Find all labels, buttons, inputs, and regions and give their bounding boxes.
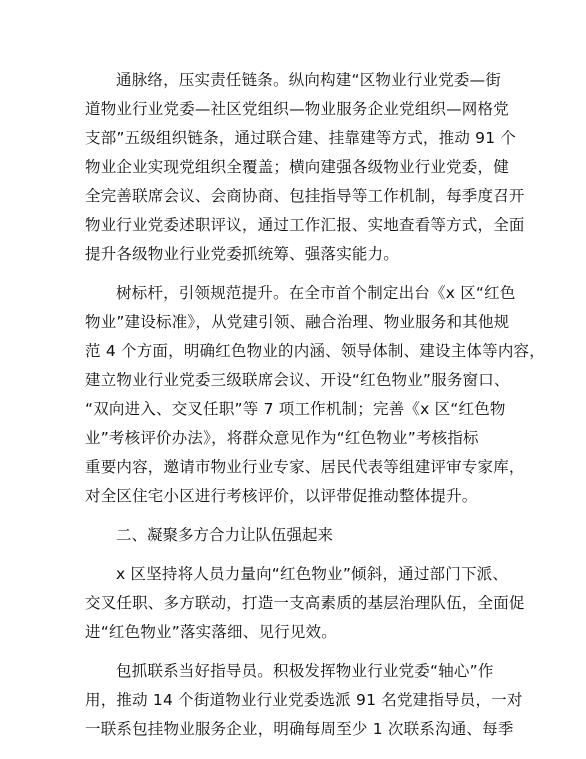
text-line: 支部”五级组织链条，通过联合建、挂靠建等方式，推动 91 个 [85, 129, 517, 147]
text-line: 通脉络，压实责任链条。纵向构建“区物业行业党委—街 [116, 71, 502, 89]
text-line: 重要内容，邀请市物业行业专家、居民代表等组建评审专家库， [85, 458, 525, 476]
paragraph-instructors [85, 657, 523, 744]
text-line: 对全区住宅小区进行考核评价，以评带促推动整体提升。 [85, 487, 478, 505]
section-heading: 二、凝聚多方合力让队伍强起来 [116, 526, 334, 544]
text-line: 交叉任职、多方联动，打造一支高素质的基层治理队伍，全面促 [85, 594, 525, 612]
text-line: 物业企业实现党组织全覆盖；横向建强各级物业行业党委，健 [85, 158, 509, 176]
text-line: 树标杆，引领规范提升。在全市首个制定出台《x 区“红色 [116, 284, 516, 302]
document-body [85, 66, 545, 754]
text-line: 物业行业党委述职评议，通过工作汇报、实地查看等方式，全面 [85, 216, 525, 234]
text-line: 进“红色物业”落实落细、见行见效。 [85, 623, 337, 641]
text-line: 用，推动 14 个街道物业行业党委选派 91 名党建指导员，一对 [85, 691, 523, 709]
text-line: 物业”建设标准》，从党建引领、融合治理、物业服务和其他规 [85, 313, 510, 331]
text-line: 范 4 个方面，明确红色物业的内涵、领导体制、建设主体等内容， [85, 342, 545, 360]
text-line: 一联系包挂物业服务企业，明确每周至少 1 次联系沟通、每季 [85, 720, 514, 738]
paragraph-benchmark-standards [85, 279, 545, 511]
paragraph-team-building [85, 560, 525, 647]
text-line: 包抓联系当好指导员。积极发挥物业行业党委“轴心”作 [116, 662, 494, 680]
text-line: “双向进入、交叉任职”等 7 项工作机制；完善《x 区“红色物 [85, 400, 506, 418]
text-line: x 区坚持将人员力量向“红色物业”倾斜，通过部门下派、 [116, 565, 509, 583]
text-line: 建立物业行业党委三级联席会议、开设“红色物业”服务窗口、 [85, 371, 510, 389]
text-line: 业”考核评价办法》，将群众意见作为“红色物业”考核指标 [85, 429, 479, 447]
text-line: 提升各级物业行业党委抓统筹、强落实能力。 [85, 245, 400, 263]
paragraph-chain-of-responsibility [85, 66, 525, 269]
text-line: 道物业行业党委—社区党组织—物业服务企业党组织—网格党 [85, 100, 509, 118]
text-line: 全完善联席会议、会商协商、包挂指导等工作机制，每季度召开 [85, 187, 525, 205]
